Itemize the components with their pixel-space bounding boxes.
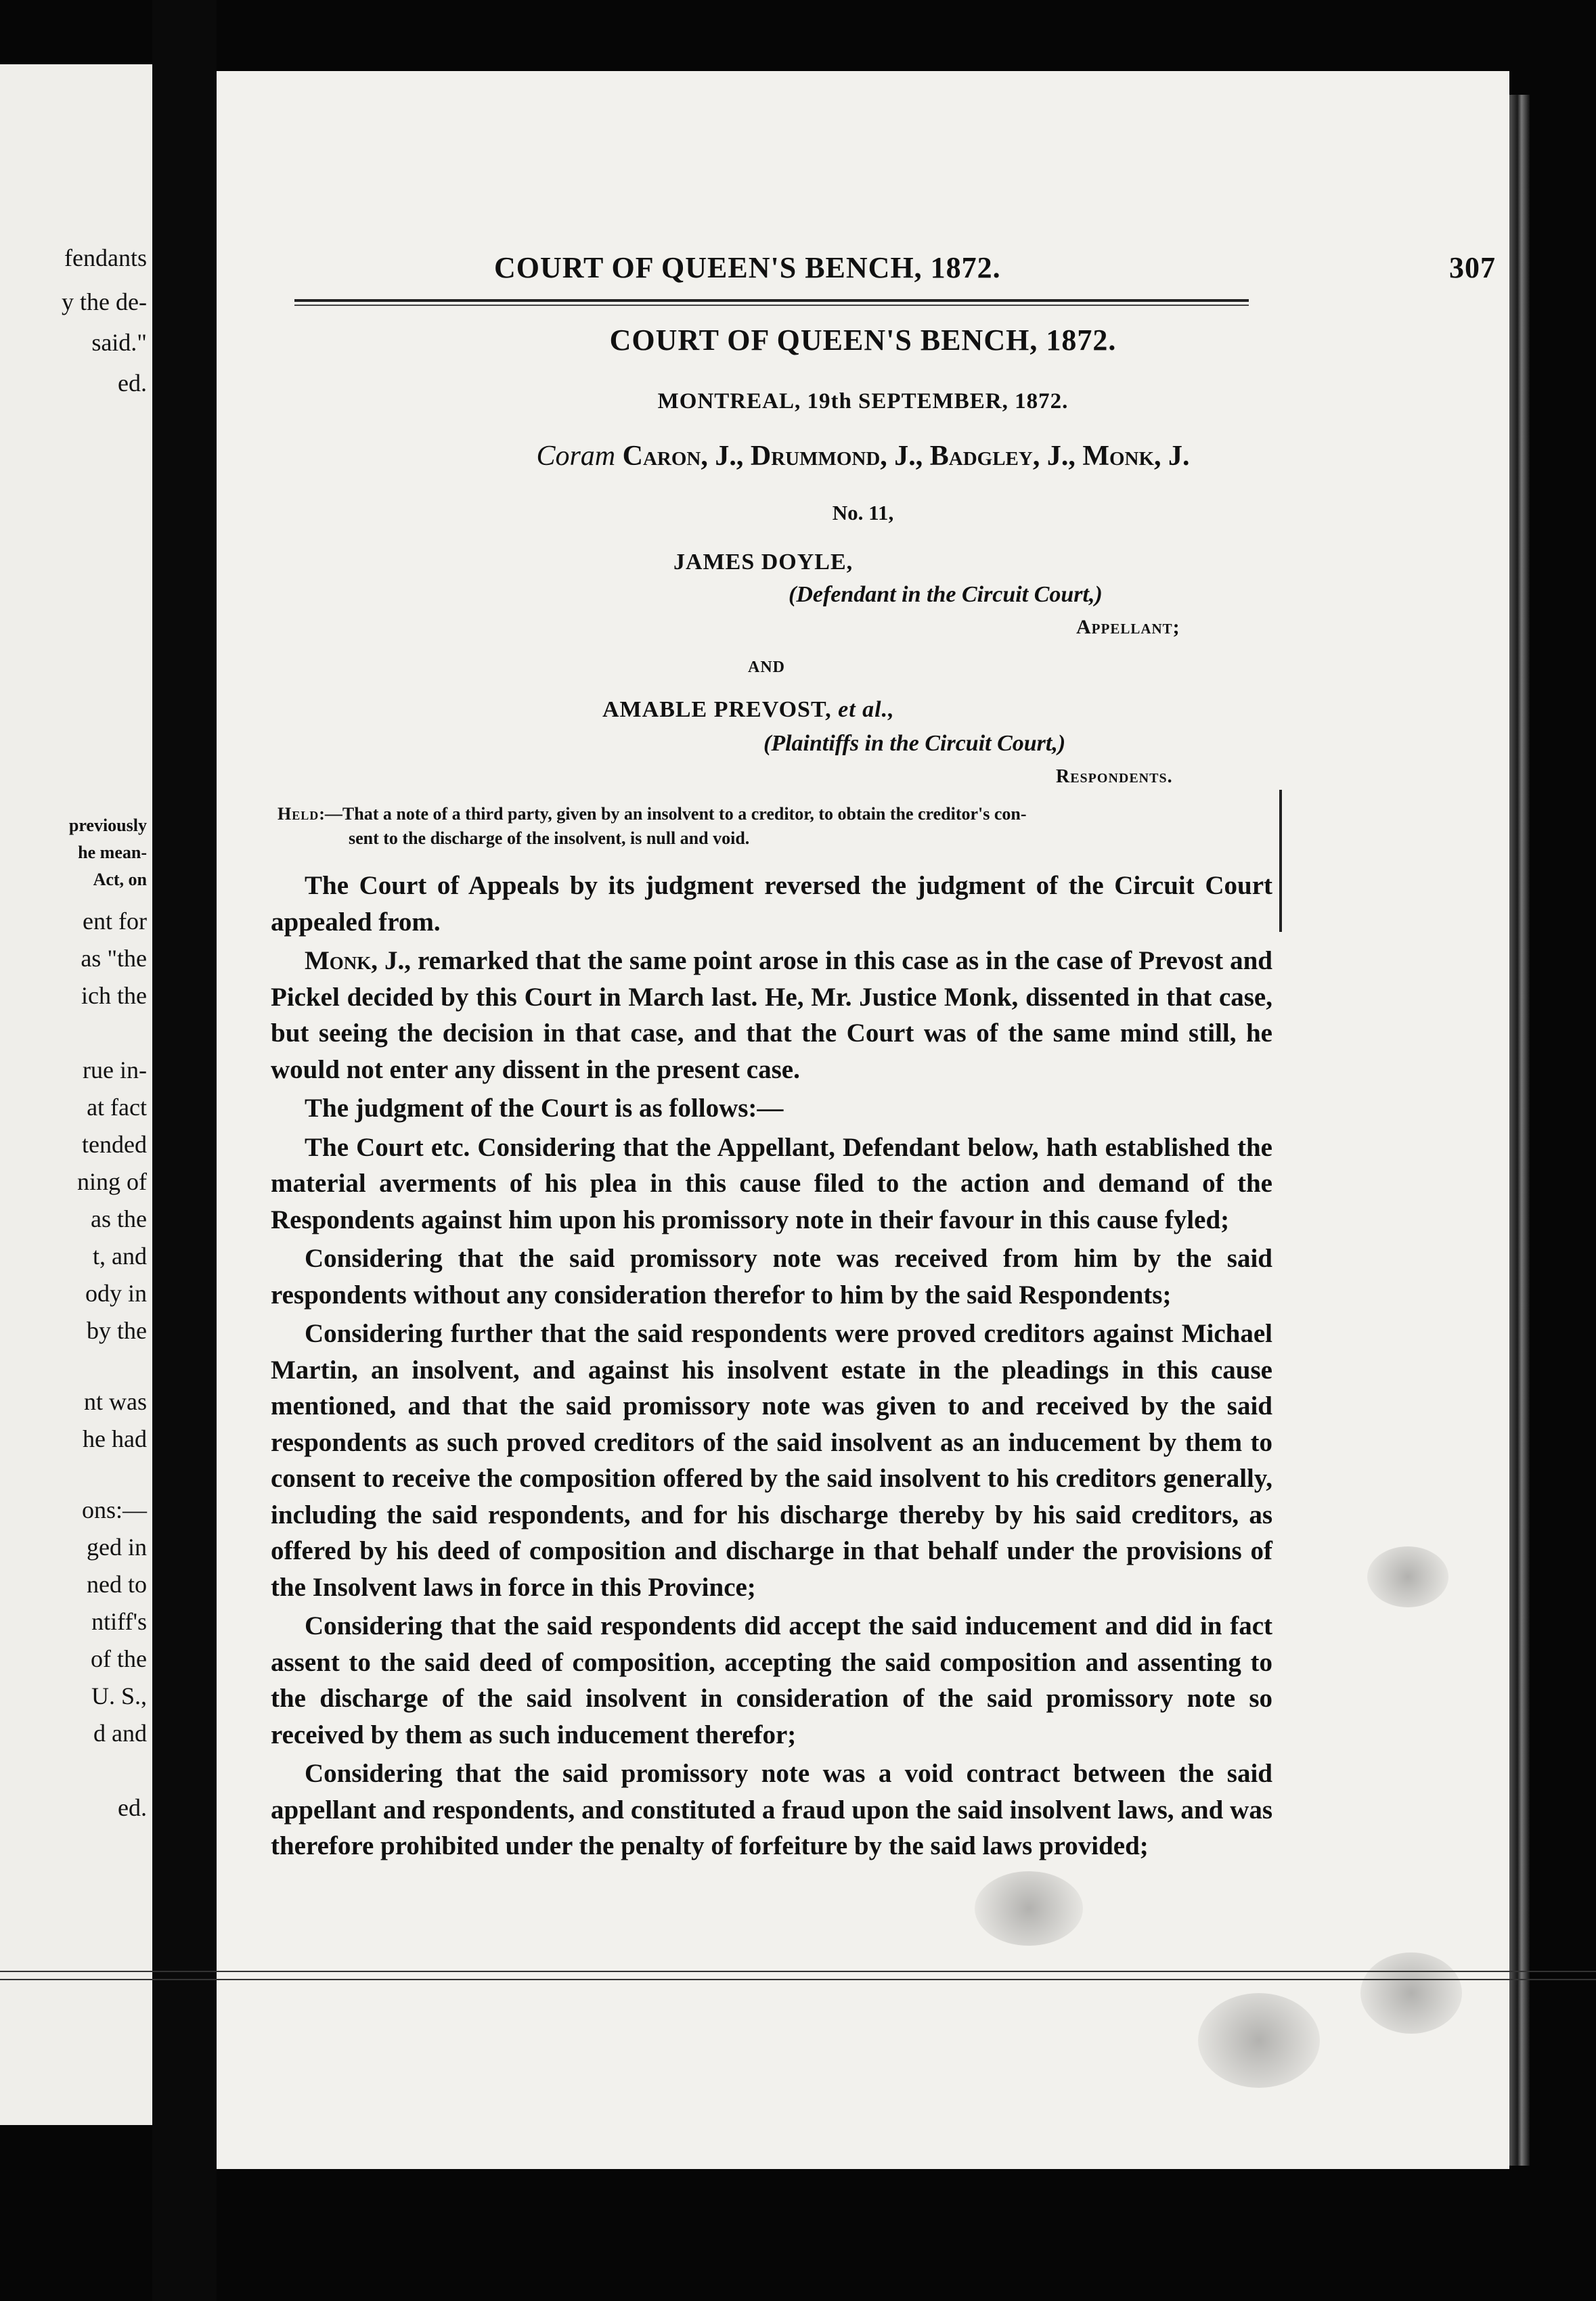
left-page-line: ned to: [87, 1571, 147, 1598]
left-page-line: ed.: [118, 1794, 147, 1821]
respondent-name: AMABLE PREVOST,: [602, 697, 832, 722]
judgment-body: [271, 868, 1272, 1867]
scan-line: [0, 1979, 1596, 1980]
scan-line: [0, 1971, 1596, 1972]
margin-mark: [1279, 790, 1282, 932]
left-page-line: he mean-: [78, 843, 147, 862]
ink-smudge: [1198, 1993, 1320, 2088]
left-page-line: fendants: [64, 244, 147, 271]
left-page-line: ody in: [85, 1280, 147, 1307]
and-separator: AND: [748, 658, 785, 676]
left-page-line: said.": [91, 329, 147, 356]
appellant-role: Appellant;: [1076, 616, 1180, 638]
appellant-name: JAMES DOYLE,: [673, 550, 854, 575]
left-page-line: ent for: [83, 908, 147, 935]
paragraph: The Court etc. Considering that the Appellant, Defendant below, hath established the material averments of his plea in this cause filed to the action and demand of the Respondents against him upon his promissory note in their favour in this cause fyled;: [271, 1132, 1272, 1234]
left-page-line: Act, on: [93, 870, 147, 889]
paragraph: Considering that the said promissory note was received from him by the said respondents without any consideration therefor to him by the said Respondents;: [271, 1244, 1272, 1310]
left-page-line: nt was: [84, 1388, 147, 1415]
ink-smudge: [1360, 1952, 1462, 2034]
headnote-label: Held: [278, 804, 319, 824]
left-page-line: ich the: [81, 982, 147, 1009]
left-page-line: at fact: [87, 1094, 147, 1121]
case-number: No. 11,: [832, 501, 894, 524]
left-page-line: previously: [68, 816, 147, 835]
case-place-date: MONTREAL, 19th SEPTEMBER, 1872.: [657, 389, 1069, 414]
left-page-line: ning of: [77, 1168, 147, 1195]
left-page-line: ntiff's: [91, 1608, 147, 1635]
respondent-etal: et al.,: [838, 697, 895, 722]
respondent-line: [602, 697, 895, 723]
header-rule: [294, 299, 1249, 302]
page-edge-stack: [1509, 95, 1530, 2166]
paragraph: Considering that the said respondents did accept the said inducement and did in fact assent to the said deed of composition, accepting the said composition and assenting to the discharge of the said insolvent in consideration of the said promissory note so received by them as such inducement therefor;: [271, 1611, 1272, 1749]
headnote-line-2: sent to the discharge of the insolvent, is null and void.: [349, 828, 750, 848]
appellant-description: (Defendant in the Circuit Court,): [789, 582, 1103, 607]
headnote-line-1: :—That a note of a third party, given by an insolvent to a creditor, to obtain the creditor's con-: [319, 804, 1027, 824]
paragraph-text: , remarked that the same point arose in this case as in the case of Prevost and Pickel decided by this Court in March last. He, Mr. Justice Monk, dissented in that case, but seeing the decision in that case, and that the Court was of the same mind still, he would not enter any dissent in the present case.: [271, 946, 1272, 1084]
respondent-description: (Plaintiffs in the Circuit Court,): [763, 731, 1066, 756]
left-page-line: as "the: [81, 945, 147, 972]
left-page-line: t, and: [93, 1243, 147, 1270]
book-gutter: [152, 0, 217, 2301]
coram-word: Coram: [536, 441, 616, 472]
left-page-line: he had: [83, 1425, 147, 1452]
left-page-line: ed.: [118, 370, 147, 397]
left-page-line: U. S.,: [91, 1682, 147, 1710]
paragraph: [271, 943, 1272, 1088]
paragraph: The judgment of the Court is as follows:—: [305, 1094, 784, 1123]
ink-smudge: [1367, 1546, 1448, 1607]
left-page-line: tended: [82, 1131, 147, 1158]
header-rule-thin: [294, 305, 1249, 306]
paragraph: Considering further that the said respondents were proved creditors against Michael Martin, an insolvent, and against his insolvent estate in the pleadings in this cause mentioned, and that the said promissory note was given to and received by the said respondents as such proved creditors of the said insolvent as an inducement by them to consent to receive the composition offered by the said insolvent to his creditors generally, including the said respondents, and for his discharge thereby by his said creditors, as offered by his deed of composition and discharge in that behalf under the provisions of the Insolvent laws in force in this Province;: [271, 1319, 1272, 1602]
left-page-line: d and: [93, 1720, 147, 1747]
case-title: COURT OF QUEEN'S BENCH, 1872.: [609, 323, 1117, 357]
main-page: [217, 71, 1509, 2169]
paragraph: The Court of Appeals by its judgment reversed the judgment of the Circuit Court appealed from.: [271, 871, 1272, 937]
left-facing-page: [0, 64, 152, 2125]
judge-name: Monk, J.: [305, 946, 405, 975]
left-page-line: rue in-: [83, 1056, 147, 1084]
respondent-role: Respondents.: [1056, 766, 1173, 787]
headnote: [278, 802, 1266, 851]
ink-smudge: [975, 1871, 1083, 1946]
coram-line: [217, 440, 1509, 472]
paragraph: Considering that the said promissory note was a void contract between the said appellant and respondents, and constituted a fraud upon the said insolvent laws, and was therefore prohibited under the penalty of forfeiture by the said laws provided;: [271, 1759, 1272, 1860]
left-page-line: by the: [87, 1317, 147, 1344]
judges: Caron, J., Drummond, J., Badgley, J., Monk, J.: [622, 441, 1190, 472]
left-page-line: y the de-: [62, 288, 147, 315]
left-page-line: of the: [91, 1645, 147, 1672]
running-title: COURT OF QUEEN'S BENCH, 1872.: [494, 251, 1001, 284]
left-page-line: ons:—: [81, 1496, 147, 1523]
page-number: 307: [1449, 251, 1496, 284]
left-page-line: ged in: [87, 1534, 147, 1561]
left-page-line: as the: [91, 1205, 147, 1232]
